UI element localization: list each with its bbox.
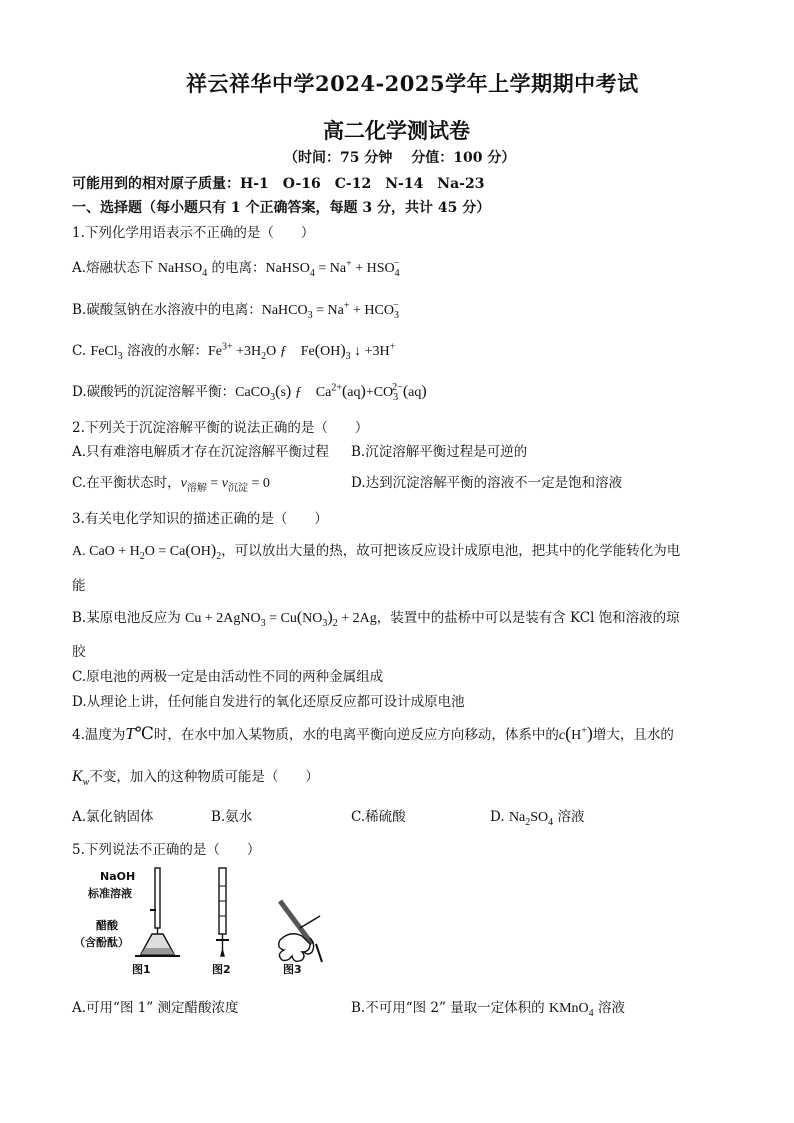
burette-flask-diagram [135, 868, 180, 956]
q3-b-equation: Cu + 2AgNO$_3$ = $Cu(NO_3)_2 + 2Ag$ [185, 609, 377, 629]
q4-option-d [490, 805, 584, 826]
q3-option-d: D.从理论上讲，任何能自发进行的氧化还原反应都可设计成原电池 [72, 694, 465, 710]
q4-stem-prefix: 4.温度为 [72, 727, 126, 743]
q3-a-cont: 能 [72, 578, 86, 594]
q1-a-prefix: A.熔融状态下 [72, 260, 158, 276]
q4-kw: $K_w$ [72, 768, 90, 789]
q2-option-b: B.沉淀溶解平衡过程是可逆的 [351, 444, 528, 460]
q4-stem-mid: 时，在水中加入某物质，水的电离平衡向逆反应方向移动，体系中的 [153, 727, 559, 743]
q1-c-formula: FeCl$_3$ [90, 344, 123, 362]
q5-figure [70, 866, 330, 978]
figure-1-caption: 图1 [132, 963, 151, 976]
q5-b-prefix: B.不可用“图 2” 量取一定体积的 [351, 1000, 549, 1016]
q2-c-prefix: C.在平衡状态时， [72, 475, 181, 491]
q3-a-suffix: ，可以放出大量的热，故可把该反应设计成原电池，把其中的化学能转化为电 [221, 543, 681, 559]
q1-stem: 1.下列化学用语表示不正确的是（ ） [72, 225, 315, 241]
q1-a-equation: NaHSO$_4$ = $Na^+ + HSO_4^-$ [265, 258, 400, 279]
section-heading: 一、选择题（每小题只有 1 个正确答案，每题 3 分，共计 45 分） [72, 200, 491, 216]
q5-option-b [351, 996, 625, 1017]
q2-option-a: A.只有难溶电解质才存在沉淀溶解平衡过程 [72, 444, 330, 460]
figure-2-caption: 图2 [212, 963, 231, 976]
q1-b-equation: NaHCO$_3$ = $Na^+ + HCO_3^-$ [261, 300, 399, 321]
figure-3-caption: 图3 [283, 963, 302, 976]
page-subtitle: 高二化学测试卷 [323, 118, 470, 143]
q4-stem-line2 [72, 765, 319, 789]
q1-a-formula1: NaHSO$_4$ [157, 261, 208, 279]
q5-stem: 5.下列说法不正确的是（ ） [72, 842, 261, 858]
q5-option-a: A.可用“图 1” 测定醋酸浓度 [72, 1000, 239, 1016]
q4-option-b: B.氨水 [211, 809, 253, 825]
label-naoh: NaOH [100, 870, 136, 883]
q3-stem: 3.有关电化学知识的描述正确的是（ ） [72, 511, 328, 527]
label-phenolphthalein: （含酚酞） [74, 936, 129, 949]
q1-option-a [72, 256, 399, 277]
q2-stem: 2.下列关于沉淀溶解平衡的说法正确的是（ ） [72, 420, 369, 436]
exam-title: 祥云祥华中学2024-2025学年上学期期中考试 [186, 71, 639, 96]
q1-b-prefix: B.碳酸氢钠在水溶液中的电离： [72, 302, 262, 318]
time-info: （时间：75 分钟 分值：100 分） [284, 150, 516, 166]
q4-line2-suffix: 不变，加入的这种物质可能是（ ） [89, 769, 319, 785]
q4-stem [72, 723, 674, 744]
q2-option-c [72, 471, 270, 492]
q3-a-equation: A. CaO + $H_2O = Ca(OH)_2$ [72, 542, 222, 562]
q1-c-mid: 溶液的水解： [122, 343, 208, 359]
q1-d-prefix: D.碳酸钙的沉淀溶解平衡： [72, 384, 236, 400]
q3-option-c: C.原电池的两极一定是由活动性不同的两种金属组成 [72, 669, 384, 685]
atomic-masses: 可能用到的相对原子质量：H-1 O-16 C-12 N-14 Na-23 [72, 176, 485, 192]
q1-c-prefix: C. [72, 343, 91, 359]
q5-b-formula: KMnO$_4$ [548, 1001, 594, 1019]
q4-temperature: T℃ [125, 724, 154, 743]
q1-c-equation: $Fe^{3+} +3H_2O$ ƒ $Fe(OH)_3$ ↓ +3H+ [207, 341, 396, 362]
q3-b-suffix: ，装置中的盐桥中可以是装有含 KCl 饱和溶液的琼 [376, 610, 680, 626]
q4-d-prefix: D. [490, 809, 509, 825]
q1-option-c [72, 339, 395, 360]
q1-option-b [72, 298, 399, 319]
acid-burette-diagram [216, 868, 229, 956]
q4-option-c: C.稀硫酸 [351, 809, 406, 825]
q5-b-suffix: 溶液 [593, 1000, 625, 1016]
label-acetic-acid: 醋酸 [96, 919, 118, 932]
q4-stem-suffix: 增大，且水的 [592, 727, 674, 743]
q2-option-d: D.达到沉淀溶解平衡的溶液不一定是饱和溶液 [351, 475, 623, 491]
label-standard-solution: 标准溶液 [88, 887, 132, 900]
q1-d-equation: CaCO$_3$(s) ƒ $Ca^{2+}(aq)+CO_3^{2-}(aq)$ [235, 382, 427, 403]
q4-option-a: A.氯化钠固体 [72, 809, 154, 825]
q4-d-suffix: 溶液 [553, 809, 585, 825]
q3-b-cont: 胶 [72, 644, 86, 660]
q1-option-d [72, 380, 427, 401]
q3-option-b [72, 606, 680, 627]
q4-d-formula: $Na_2SO_4$ [508, 810, 554, 828]
q3-option-a [72, 539, 680, 560]
q4-concentration: c(H+) [558, 723, 593, 743]
hand-burette-diagram [279, 901, 322, 962]
q1-a-mid: 的电离： [207, 260, 266, 276]
q2-c-formula: $v_{溶解} = v_{沉淀} = 0$ [180, 476, 270, 494]
q3-b-prefix: B.某原电池反应为 [72, 610, 186, 626]
